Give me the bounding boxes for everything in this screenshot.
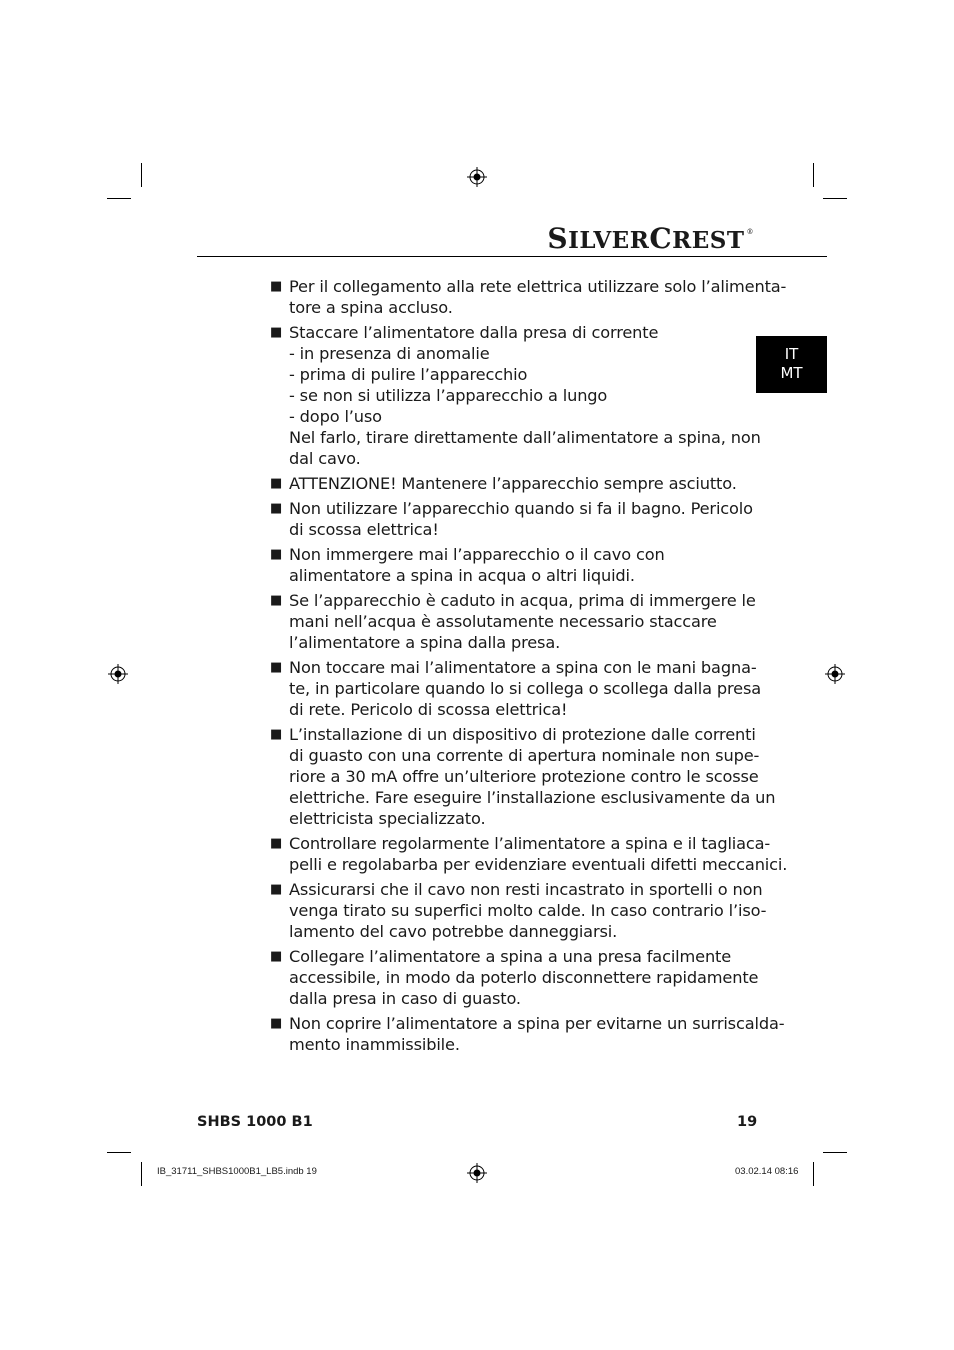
model-number: SHBS 1000 B1: [197, 1114, 313, 1130]
header-divider: [197, 256, 827, 257]
text-line: Collegare l’alimentatore a spina a una presa facilmente: [289, 947, 732, 966]
text-line: di guasto con una corrente di apertura nominale non supe-: [289, 746, 760, 765]
registration-mark-icon: [825, 664, 845, 684]
text-line: Nel farlo, tirare direttamente dall’alimentatore a spina, non: [289, 428, 761, 447]
registration-mark-icon: [108, 664, 128, 684]
language-tab-line: MT: [780, 364, 803, 382]
brand-logo: SILVERCREST ®: [547, 222, 754, 255]
text-line: lamento del cavo potrebbe danneggiarsi.: [289, 922, 618, 941]
text-line: Assicurarsi che il cavo non resti incastrato in sportelli o non: [289, 880, 763, 899]
text-line: Non immergere mai l’apparecchio o il cavo con: [289, 545, 665, 564]
text-line: Non utilizzare l’apparecchio quando si fa il bagno. Pericolo: [289, 499, 753, 518]
language-tab-line: IT: [784, 345, 799, 363]
text-line: venga tirato su superfici molto calde. In caso contrario l’iso-: [289, 901, 767, 920]
crop-mark: [141, 1162, 142, 1186]
text-line: mento inammissibile.: [289, 1035, 460, 1054]
print-slug-date: 03.02.14 08:16: [735, 1166, 799, 1177]
text-line: Controllare regolarmente l’alimentatore a spina e il tagliaca-: [289, 834, 771, 853]
bullet-square-icon: [270, 276, 289, 297]
list-item: [270, 657, 762, 720]
bullet-square-icon: [270, 833, 289, 854]
bullet-square-icon: [270, 657, 289, 678]
bullet-square-icon: [270, 724, 289, 745]
list-item: [270, 498, 753, 540]
text-line: L’installazione di un dispositivo di protezione dalle correnti: [289, 725, 756, 744]
text-line: mani nell’acqua è assolutamente necessario staccare: [289, 612, 717, 631]
text-line: Non toccare mai l’alimentatore a spina con le mani bagna-: [289, 658, 757, 677]
text-line: - in presenza di anomalie: [289, 344, 490, 363]
bullet-square-icon: [270, 879, 289, 900]
bullet-square-icon: [270, 322, 289, 343]
crop-mark: [107, 198, 131, 199]
list-item-text: [289, 590, 756, 653]
list-item: [270, 946, 759, 1009]
list-item-text: [289, 1013, 784, 1055]
list-item: [270, 590, 756, 653]
text-line: elettriche. Fare eseguire l’installazione esclusivamente da un: [289, 788, 776, 807]
list-item: [270, 833, 788, 875]
list-item-text: [289, 544, 665, 586]
text-line: - dopo l’uso: [289, 407, 382, 426]
list-item-text: [289, 657, 761, 720]
bullet-square-icon: [270, 946, 289, 967]
list-item-text: [289, 724, 775, 829]
bullet-square-icon: [270, 498, 289, 519]
text-line: Non coprire l’alimentatore a spina per evitarne un surriscalda-: [289, 1014, 785, 1033]
text-line: accessibile, in modo da poterlo disconnettere rapidamente: [289, 968, 759, 987]
list-item: [270, 276, 787, 318]
crop-mark: [823, 1152, 847, 1153]
bullet-square-icon: [270, 473, 289, 494]
registration-mark-icon: [467, 167, 487, 187]
text-line: pelli e regolabarba per evidenziare eventuali difetti meccanici.: [289, 855, 788, 874]
crop-mark: [823, 198, 847, 199]
list-item: [270, 473, 738, 494]
language-tab: [756, 336, 827, 393]
page-number: 19: [737, 1114, 758, 1130]
list-item: [270, 724, 776, 829]
list-item: [270, 1013, 785, 1055]
crop-mark: [107, 1152, 131, 1153]
text-line: l’alimentatore a spina dalla presa.: [289, 633, 561, 652]
registration-mark-icon: [467, 1163, 487, 1183]
safety-instructions-list: [270, 276, 788, 1059]
list-item-text: [289, 276, 786, 318]
text-line: Staccare l’alimentatore dalla presa di corrente: [289, 323, 659, 342]
list-item-text: [289, 473, 737, 494]
print-slug-file: IB_31711_SHBS1000B1_LB5.indb 19: [157, 1166, 317, 1177]
crop-mark: [813, 163, 814, 187]
text-line: alimentatore a spina in acqua o altri liquidi.: [289, 566, 635, 585]
text-line: ATTENZIONE! Mantenere l’apparecchio sempre asciutto.: [289, 474, 737, 493]
text-line: dalla presa in caso di guasto.: [289, 989, 521, 1008]
list-item-text: [289, 946, 758, 1009]
bullet-square-icon: [270, 1013, 289, 1034]
text-line: - prima di pulire l’apparecchio: [289, 365, 528, 384]
list-item-text: [289, 879, 766, 942]
text-line: te, in particolare quando lo si collega o scollega dalla presa: [289, 679, 762, 698]
crop-mark: [813, 1162, 814, 1186]
text-line: elettricista specializzato.: [289, 809, 486, 828]
list-item: [270, 322, 761, 469]
list-item-text: [289, 833, 787, 875]
list-item: [270, 879, 767, 942]
text-line: Per il collegamento alla rete elettrica utilizzare solo l’alimenta-: [289, 277, 787, 296]
text-line: di scossa elettrica!: [289, 520, 439, 539]
text-line: dal cavo.: [289, 449, 361, 468]
text-line: riore a 30 mA offre un’ulteriore protezione contro le scosse: [289, 767, 759, 786]
text-line: di rete. Pericolo di scossa elettrica!: [289, 700, 568, 719]
list-item-text: [289, 322, 761, 469]
text-line: - se non si utilizza l’apparecchio a lungo: [289, 386, 608, 405]
list-item-text: [289, 498, 753, 540]
bullet-square-icon: [270, 590, 289, 611]
text-line: Se l’apparecchio è caduto in acqua, prima di immergere le: [289, 591, 756, 610]
list-item: [270, 544, 738, 586]
bullet-square-icon: [270, 544, 289, 565]
text-line: tore a spina accluso.: [289, 298, 453, 317]
crop-mark: [141, 163, 142, 187]
